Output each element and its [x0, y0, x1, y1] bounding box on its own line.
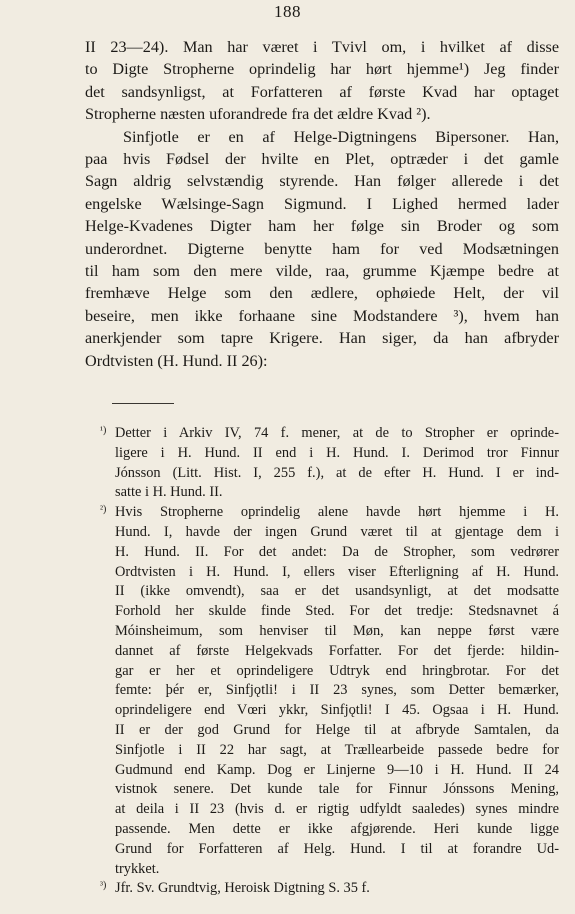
footnote-line: femte: þér er, Sinfjǫtli! i II 23 synes, som Detter bemærker,: [115, 682, 559, 699]
footnote-line: H. Hund. II. For det andet: Da de Stropher, som vedrører: [115, 543, 559, 560]
text-line: Helge-Kvadenes Digter ham her følge sin Broder og som: [85, 217, 559, 236]
text-line: to Digte Stropherne oprindelig har hørt hjemme¹) Jeg finder: [85, 60, 559, 79]
footnote-marker: ²): [100, 504, 107, 516]
text-line: Ordtvisten (H. Hund. II 26):: [85, 351, 268, 370]
footnote-line: Grund for Forfatteren af Helg. Hund. I til at forandre Ud-: [115, 840, 559, 857]
footnote-line: Ordtvisten i H. Hund. I, ellers viser Efterligning af H. Hund.: [115, 563, 559, 580]
footnote-1: [100, 424, 559, 503]
text-line: fremhæve Helge som den ædlere, ophøiede Helt, der vil: [85, 284, 559, 303]
footnote-line: dannet af første Helgekvads Forfatter. For det fjerde: hildin-: [115, 642, 559, 659]
text-line: underordnet. Digterne benytte ham for ved Modsætningen: [85, 239, 559, 258]
text-line: beseire, men ikke forhaane sine Modstandere ³), hvem han: [85, 306, 559, 325]
footnote-line: passende. Men dette er ikke afgjørende. Heri kunde ligge: [115, 820, 559, 837]
text-line: Stropherne næsten uforandrede fra det ældre Kvad ²).: [85, 105, 431, 124]
footnote-line: Jfr. Sv. Grundtvig, Heroisk Digtning S. 35 f.: [115, 880, 370, 897]
footnote-line: II er der god Grund for Helge til at afbryde Samtalen, da: [115, 721, 559, 738]
paragraph-1: [85, 36, 559, 126]
footnote-line: Forhold her skulde finde Sted. For det tredje: Stedsnavnet á: [115, 603, 559, 620]
text-line: til ham som den mere vilde, raa, grumme Kjæmpe bedre at: [85, 262, 559, 281]
footnote-line: Móinsheimum, som henviser til Møn, kan neppe først være: [115, 622, 559, 639]
page-number: 188: [274, 2, 301, 21]
footnote-line: oprindeligere end Vœri ykkr, Sinfjǫtli! I 45. Ogsaa i H. Hund.: [115, 702, 559, 719]
footnote-line: Sinfjotle i II 22 har sagt, at Trællearbeide passede bedre for: [115, 741, 559, 758]
footnote-line: vistnok senere. Det kunde tale for Finnur Jónssons Mening,: [115, 781, 559, 798]
footnote-2: [100, 503, 559, 879]
footnote-line: satte i H. Hund. II.: [115, 484, 223, 501]
footnote-line: Detter i Arkiv IV, 74 f. mener, at de to Stropher er oprinde-: [115, 425, 559, 441]
footnotes: [100, 424, 559, 899]
footnote-line: gar er her et oprindeligere Udtryk end hringbrotar. For det: [115, 662, 559, 679]
text-line: engelske Wælsinge-Sagn Sigmund. I Lighed hermed lader: [85, 194, 559, 213]
footnote-marker: ¹): [100, 425, 107, 436]
text-line: paa hvis Fødsel der hvilte en Plet, optræder i det gamle: [85, 150, 559, 169]
text-line: det sandsynligst, at Forfatteren af første Kvad har optaget: [85, 82, 559, 101]
footnote-line: Hund. I, havde der ingen Grund været til at gjentage dem i: [115, 523, 559, 540]
text-line: II 23—24). Man har været i Tvivl om, i hvilket af disse: [85, 38, 559, 56]
footnote-line: Jónsson (Litt. Hist. I, 255 f.), at de efter H. Hund. I er ind-: [115, 464, 559, 481]
main-text: [85, 36, 559, 372]
footnote-line: Gudmund end Kamp. Dog er Linjerne 9—10 i H. Hund. II 24: [115, 761, 559, 778]
footnote-line: Hvis Stropherne oprindelig alene havde hørt hjemme i H.: [115, 504, 559, 521]
footnote-marker: ³): [100, 880, 107, 892]
footnote-line: trykket.: [115, 860, 160, 877]
text-line: Sinfjotle er en af Helge-Digtningens Bipersoner. Han,: [123, 127, 559, 146]
footnote-line: II (ikke omvendt), saa er det usandsynligt, at det modsatte: [115, 583, 559, 600]
paragraph-2: [85, 126, 559, 372]
footnote-line: at deila i II 23 (hvis d. er rigtig udfyldt saaledes) synes mindre: [115, 801, 559, 818]
text-line: Sagn aldrig selvstændig styrende. Han følger allerede i det: [85, 172, 559, 191]
footnote-divider: [112, 403, 174, 404]
text-line: anerkjender som tapre Krigere. Han siger, da han afbryder: [85, 329, 559, 348]
footnote-3: [100, 879, 559, 899]
footnote-line: ligere i H. Hund. II end i H. Hund. I. Derimod tror Finnur: [115, 444, 559, 461]
